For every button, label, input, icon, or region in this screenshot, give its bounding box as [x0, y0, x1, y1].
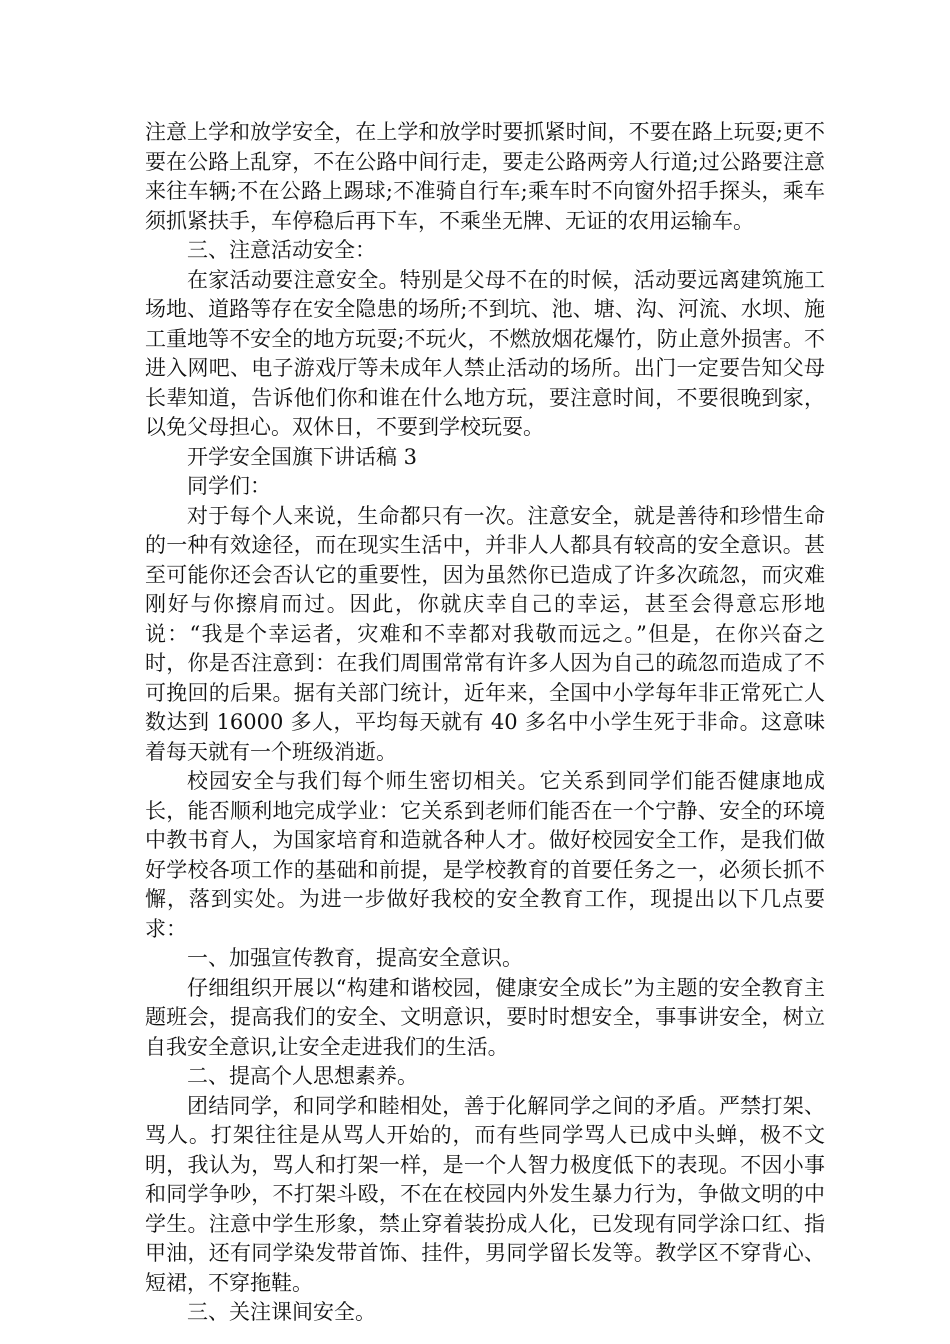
paragraph: 对于每个人来说，生命都只有一次。注意安全，就是善待和珍惜生命的一种有效途径，而在现实生活中，并非人人都具有较高的安全意识。甚至可能你还会否认它的重要性，因为虽然你已造成了许多次疏忽，而灾难刚好与你擦肩而过。因此，你就庆幸自己的幸运，甚至会得意忘形地说：“我是个幸运者，灾难和不幸都对我敬而远之。”但是，在你兴奋之时，你是否注意到：在我们周围常常有许多人因为自己的疏忽而造成了不可挽回的后果。据有关部门统计，近年来，全国中小学每年非正常死亡人数达到 16000 多人，平均每天就有 40 多名中小学生死于非命。这意味着每天就有一个班级消逝。: [145, 503, 825, 764]
paragraph: 二、提高个人思想素养。: [187, 1064, 418, 1088]
paragraph: 三、注意活动安全：: [187, 238, 376, 262]
paragraph: 团结同学，和同学和睦相处，善于化解同学之间的矛盾。严禁打架、骂人。打架往往是从骂人开始的，而有些同学骂人已成中头蝉，极不文明，我认为，骂人和打架一样，是一个人智力极度低下的表现。不因小事和同学争吵，不打架斗殴，不在在校园内外发生暴力行为，争做文明的中学生。注意中学生形象，禁止穿着装扮成人化，已发现有同学涂口红、指甲油，还有同学染发带首饰、挂件，男同学留长发等。教学区不穿背心、短裙，不穿拖鞋。: [145, 1093, 825, 1295]
paragraph: 同学们：: [187, 474, 271, 498]
paragraph: 仔细组织开展以“构建和谐校园，健康安全成长”为主题的安全教育主题班会，提高我们的安全、文明意识，要时时想安全，事事讲安全，树立自我安全意识,让安全走进我们的生活。: [145, 975, 825, 1059]
paragraph: 三、关注课间安全。: [187, 1300, 376, 1324]
paragraph: 开学安全国旗下讲话稿 3: [187, 444, 418, 469]
paragraph: 校园安全与我们每个师生密切相关。它关系到同学们能否健康地成长，能否顺利地完成学业：它关系到老师们能否在一个宁静、安全的环境中教书育人，为国家培育和造就各种人才。做好校园安全工作，是我们做好学校各项工作的基础和前提，是学校教育的首要任务之一，必须长抓不懈，落到实处。为进一步做好我校的安全教育工作，现提出以下几点要求：: [145, 769, 825, 941]
paragraph: 在家活动要注意安全。特别是父母不在的时候，活动要远离建筑施工场地、道路等存在安全隐患的场所;不到坑、池、塘、沟、河流、水坝、施工重地等不安全的地方玩耍;不玩火，不燃放烟花爆竹，防止意外损害。不进入网吧、电子游戏厅等未成年人禁止活动的场所。出门一定要告知父母长辈知道，告诉他们你和谁在什么地方玩，要注意时间，不要很晚到家，以免父母担心。双休日，不要到学校玩耍。: [145, 267, 825, 439]
paragraph: 一、加强宣传教育，提高安全意识。: [187, 946, 523, 970]
document-body: [145, 118, 825, 1328]
paragraph: 注意上学和放学安全，在上学和放学时要抓紧时间，不要在路上玩耍;更不要在公路上乱穿，不在公路中间行走，要走公路两旁人行道;过公路要注意来往车辆;不在公路上踢球;不准骑自行车;乘车时不向窗外招手探头，乘车须抓紧扶手，车停稳后再下车，不乘坐无牌、无证的农用运输车。: [145, 120, 825, 233]
